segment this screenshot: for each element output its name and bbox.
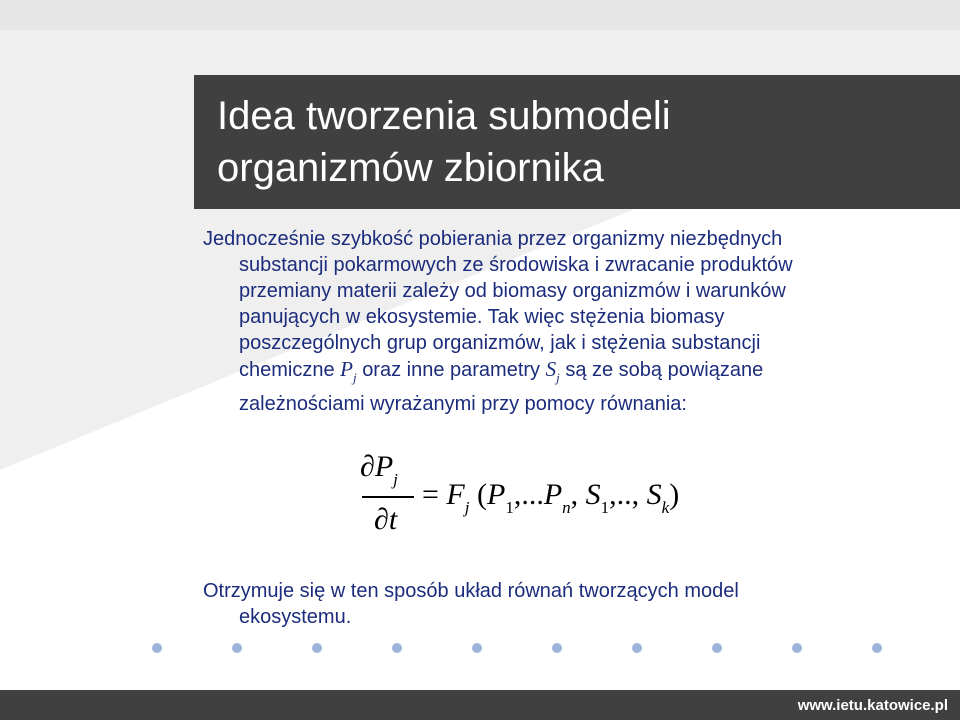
body-line-6-middle: oraz inne parametry: [362, 359, 541, 381]
arg2: P: [543, 478, 563, 511]
decorative-dot-row: [0, 643, 960, 655]
denominator-partial: ∂: [374, 503, 389, 536]
body-line-6-after: są ze sobą powiązane: [565, 359, 764, 381]
decorative-dot: [312, 643, 322, 653]
inline-s-sub: j: [556, 370, 560, 385]
conclusion-line-1: Otrzymuje się w ten sposób układ równań tworzących model: [203, 580, 739, 602]
inline-s-symbol: S: [545, 357, 557, 381]
inline-p-sub: j: [353, 370, 357, 385]
denominator-var: t: [388, 503, 398, 536]
differential-equation: [360, 450, 720, 550]
fraction-bar: [362, 496, 414, 498]
decorative-dot: [152, 643, 162, 653]
arg4-sub: k: [661, 498, 670, 517]
arg3: S: [585, 478, 601, 511]
sep3: ,..,: [609, 478, 640, 511]
decorative-dot: [552, 643, 562, 653]
function-name: F: [446, 478, 465, 511]
body-line-5: poszczególnych grup organizmów, jak i stężenia substancji: [239, 332, 761, 354]
body-line-3: przemiany materii zależy od biomasy organizmów i warunków: [239, 280, 786, 302]
conclusion-paragraph: [203, 578, 923, 630]
numerator-var: P: [374, 450, 394, 483]
numerator-sub: j: [393, 470, 398, 489]
title-line-1: Idea tworzenia submodeli: [217, 94, 671, 138]
body-paragraph: [203, 226, 903, 417]
sep2: ,: [570, 478, 579, 511]
inline-math-s: [545, 357, 560, 385]
numerator-partial: ∂: [360, 450, 375, 483]
body-line-2: substancji pokarmowych ze środowiska i zwracanie produktów: [239, 254, 793, 276]
decorative-dot: [632, 643, 642, 653]
inline-math-p: [340, 357, 357, 385]
decorative-dot: [232, 643, 242, 653]
conclusion-line-2: ekosystemu.: [239, 606, 352, 628]
equation-numerator: [360, 450, 398, 490]
open-paren: (: [476, 478, 487, 511]
decorative-dot: [872, 643, 882, 653]
decorative-dot: [792, 643, 802, 653]
title-line-2: organizmów zbiornika: [217, 146, 604, 190]
decorative-dot: [712, 643, 722, 653]
equation-rhs: [422, 478, 679, 518]
sep1: ,...: [513, 478, 544, 511]
close-paren: ): [669, 478, 680, 511]
arg3-sub: 1: [600, 498, 610, 517]
inline-p-symbol: P: [340, 357, 353, 381]
arg1-sub: 1: [505, 498, 514, 517]
equation-denominator: [374, 503, 397, 537]
body-line-6: [203, 356, 903, 391]
body-line-4: panujących w ekosystemie. Tak więc stężenia biomasy: [239, 306, 725, 328]
arg1: P: [486, 478, 506, 511]
decorative-dot: [392, 643, 402, 653]
function-sub: j: [464, 498, 470, 517]
slide-title: [217, 90, 937, 194]
footer-url: www.ietu.katowice.pl: [797, 697, 948, 714]
body-line-6-before: chemiczne: [239, 359, 335, 381]
body-line-7: zależnościami wyrażanymi przy pomocy równania:: [239, 393, 687, 415]
body-line-1: Jednocześnie szybkość pobierania przez organizmy niezbędnych: [203, 228, 783, 250]
arg2-sub: n: [562, 498, 571, 517]
arg4: S: [646, 478, 662, 511]
equals-sign: =: [422, 478, 439, 511]
decorative-dot: [472, 643, 482, 653]
